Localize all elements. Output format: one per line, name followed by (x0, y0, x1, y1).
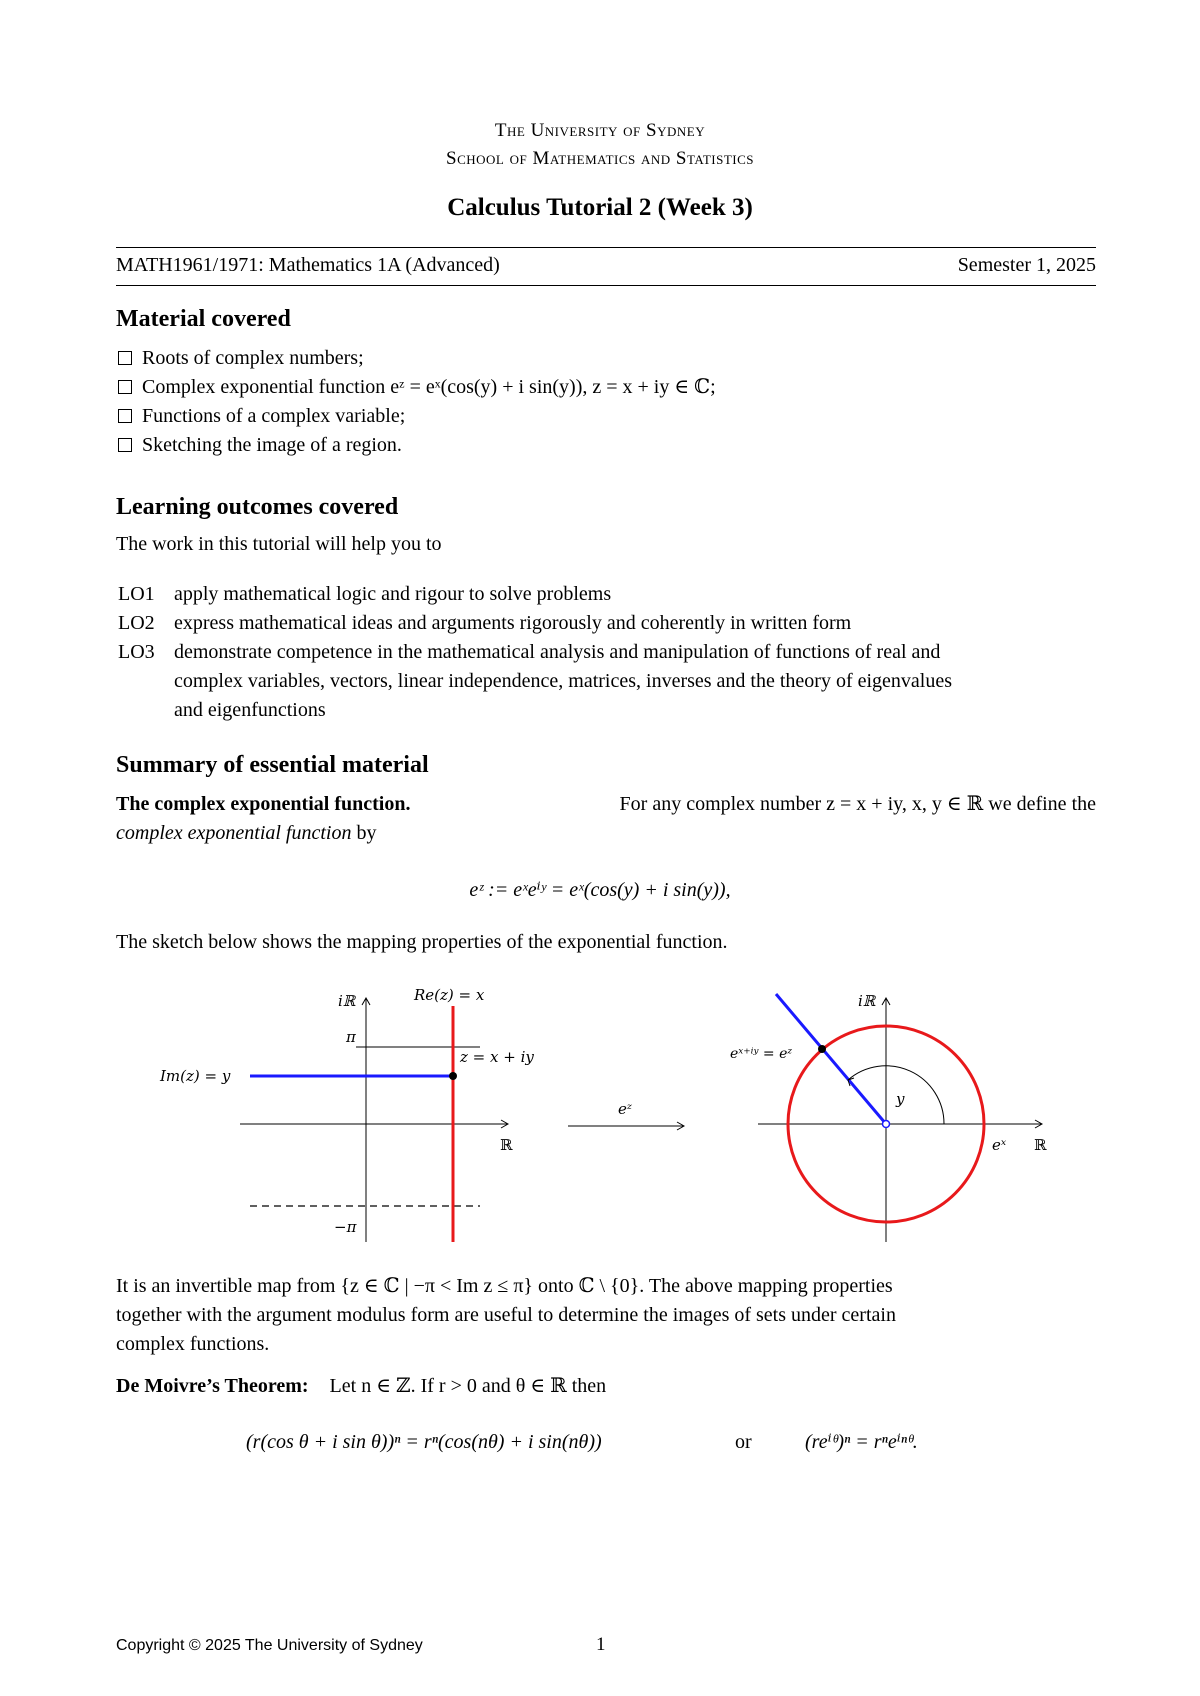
material-list (118, 344, 1098, 460)
angle-label: y (896, 1090, 905, 1108)
checkbox-icon (118, 351, 132, 365)
right-plane (730, 992, 1047, 1242)
exp-point (818, 1045, 826, 1053)
outcome-item: LO2 express mathematical ideas and arguments rigorously and coherently in written form (118, 612, 852, 634)
page-number: 1 (596, 1634, 606, 1655)
right-real-axis-label: ℝ (1034, 1136, 1047, 1154)
outcome-item-continued: and eigenfunctions (174, 699, 326, 721)
demoivre-or: or (735, 1431, 752, 1453)
exp-term: complex exponential function (116, 822, 352, 844)
exp-paragraph (116, 790, 1096, 848)
invertible-line: together with the argument modulus form are useful to determine the images of sets under certain (116, 1304, 896, 1326)
exp-lead: The complex exponential function. (116, 793, 411, 815)
demoivre-formula-right: (reⁱᶿ)ⁿ = rⁿeⁱⁿᶿ. (805, 1431, 918, 1453)
origin-point (883, 1121, 890, 1128)
material-heading: Material covered (116, 306, 291, 332)
exp-formula: eᶻ := eˣeⁱʸ = eˣ(cos(y) + i sin(y)), (469, 879, 731, 901)
re-label: Re(z) = x (414, 986, 485, 1004)
outcomes-list (118, 580, 1098, 725)
im-label: Im(z) = y (160, 1067, 231, 1085)
outcomes-heading: Learning outcomes covered (116, 494, 399, 520)
summary-heading: Summary of essential material (116, 752, 429, 778)
right-imaginary-axis-label: iℝ (858, 992, 876, 1010)
map-label: eᶻ (618, 1100, 632, 1118)
map-arrow (568, 1100, 684, 1126)
z-point-label: z = x + iy (460, 1048, 534, 1066)
sketch-intro: The sketch below shows the mapping properties of the exponential function. (116, 931, 728, 953)
university-name: The University of Sydney (494, 120, 706, 141)
outcome-item: LO3 demonstrate competence in the mathematical analysis and manipulation of functions of real and (118, 641, 941, 663)
material-item: Sketching the image of a region. (118, 431, 1098, 460)
checkbox-icon (118, 380, 132, 394)
exponential-mapping-figure (0, 970, 1200, 1250)
invertible-line: It is an invertible map from {z ∈ ℂ | −π < Im z ≤ π} onto ℂ \ {0}. The above mapping properties (116, 1275, 893, 1297)
demoivre-text: Let n ∈ ℤ. If r > 0 and θ ∈ ℝ then (329, 1375, 607, 1397)
exp-text: For any complex number z = x + iy, x, y ∈ ℝ we define the (619, 793, 1096, 815)
top-rule (116, 247, 1096, 248)
semester: Semester 1, 2025 (957, 254, 1096, 276)
left-imaginary-axis-label: iℝ (338, 992, 356, 1010)
checkbox-icon (118, 409, 132, 423)
material-item: Functions of a complex variable; (118, 402, 1098, 431)
neg-pi-label: −π (334, 1218, 357, 1236)
checkbox-icon (118, 438, 132, 452)
radius-label: eˣ (992, 1136, 1007, 1154)
demoivre-paragraph (116, 1372, 606, 1401)
demoivre-formula-left: (r(cos θ + i sin θ))ⁿ = rⁿ(cos(nθ) + i sin(nθ)) (246, 1431, 602, 1453)
left-plane (159, 986, 534, 1242)
outcomes-intro: The work in this tutorial will help you to (116, 533, 442, 555)
outcome-item: LO1 apply mathematical logic and rigour to solve problems (118, 583, 612, 605)
invertible-line: complex functions. (116, 1333, 270, 1355)
demoivre-lead: De Moivre’s Theorem: (116, 1375, 309, 1397)
copyright: Copyright © 2025 The University of Sydney (116, 1637, 423, 1654)
left-real-axis-label: ℝ (500, 1136, 513, 1154)
exp-by: by (351, 822, 377, 844)
outcome-item-continued: complex variables, vectors, linear independence, matrices, inverses and the theory of eigenvalues (174, 670, 953, 692)
school-name: School of Mathematics and Statistics (446, 148, 754, 169)
document-title: Calculus Tutorial 2 (Week 3) (447, 194, 753, 221)
exp-point-label: eˣ⁺ⁱʸ = eᶻ (730, 1046, 792, 1062)
course-code: MATH1961/1971: Mathematics 1A (Advanced) (116, 254, 500, 276)
invertible-paragraph (116, 1272, 1096, 1359)
material-item: Complex exponential function eᶻ = eˣ(cos(y) + i sin(y)), z = x + iy ∈ ℂ; (118, 373, 1098, 402)
bottom-rule (116, 285, 1096, 286)
material-item: Roots of complex numbers; (118, 344, 1098, 373)
pi-label: π (346, 1028, 356, 1046)
z-point (449, 1072, 457, 1080)
argument-ray (776, 994, 886, 1124)
